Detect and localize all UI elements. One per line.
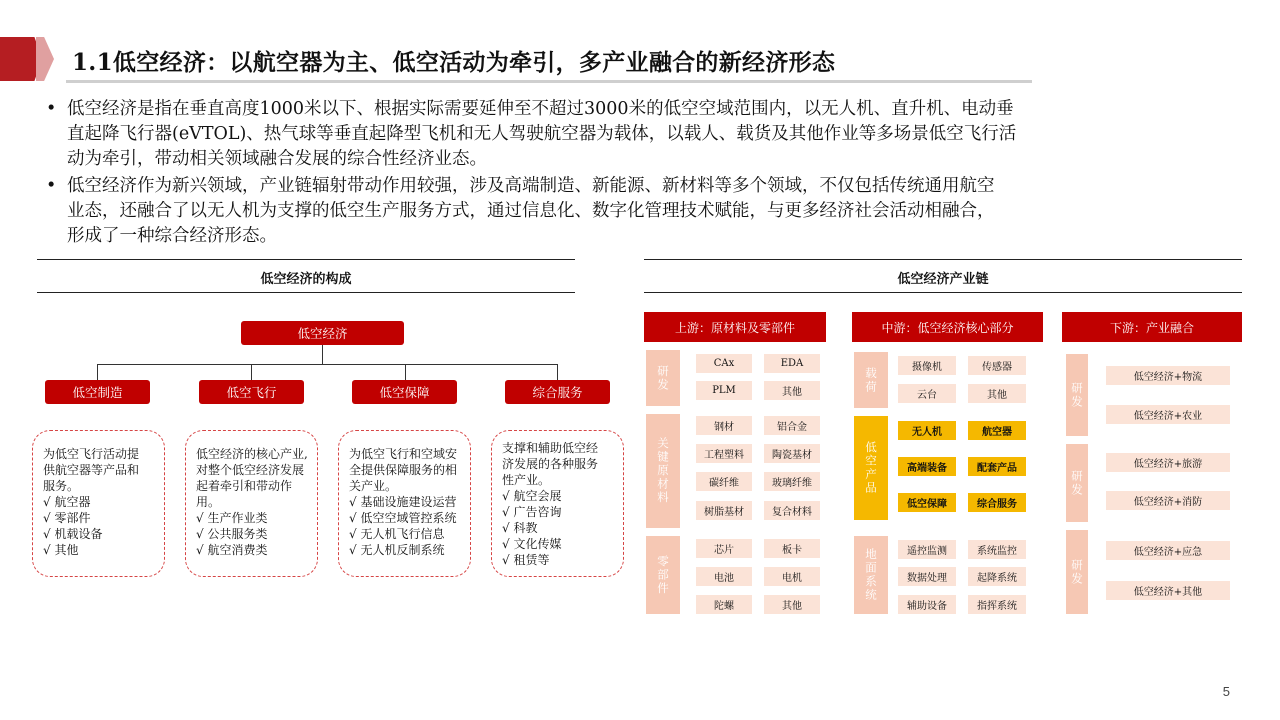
desc-line: 低空经济的核心产业, <box>196 447 308 461</box>
branch-node-manufacturing: 低空制造 <box>45 380 150 404</box>
group-label-materials <box>646 414 680 528</box>
chain-cell: 起降系统 <box>968 567 1026 586</box>
chain-cell: 数据处理 <box>898 567 956 586</box>
chain-cell: 其他 <box>968 384 1026 403</box>
list-item: √ 基础设施建设运营 <box>349 495 457 509</box>
list-item: √ 文化传媒 <box>502 537 562 551</box>
chain-cell: 低空经济+应急 <box>1106 541 1230 560</box>
chain-cell: 指挥系统 <box>968 595 1026 614</box>
bullet-paragraph-1 <box>46 97 1221 172</box>
chain-cell-highlight: 低空保障 <box>898 493 956 512</box>
list-item: √ 广告咨询 <box>502 505 562 519</box>
chain-cell: EDA <box>764 354 820 373</box>
chain-cell: 低空经济+物流 <box>1106 366 1230 385</box>
branch-node-services: 综合服务 <box>505 380 610 404</box>
right-panel-title: 低空经济产业链 <box>897 272 989 287</box>
connector-line <box>97 364 98 380</box>
group-label-rd <box>1066 530 1088 614</box>
group-label-products <box>854 416 888 520</box>
chain-cell: 低空经济+其他 <box>1106 581 1230 600</box>
title-underline <box>66 80 1032 83</box>
list-item: √ 无人机飞行信息 <box>349 527 445 541</box>
bullet-line: 低空经济作为新兴领域，产业链辐射带动作用较强，涉及高端制造、新能源、新材料等多个领域，不仅包括传统通用航空 <box>67 176 995 196</box>
group-label-text: 关键原材料 <box>656 437 670 505</box>
list-item: √ 租赁等 <box>502 553 550 567</box>
chain-cell: 低空经济+农业 <box>1106 405 1230 424</box>
desc-line: 关产业。 <box>349 479 398 493</box>
group-label-ground-system <box>854 536 888 614</box>
desc-line: 为低空飞行活动提 <box>43 447 140 461</box>
chain-cell: 板卡 <box>764 539 820 558</box>
chain-cell: 系统监控 <box>968 540 1026 559</box>
chain-cell: 其他 <box>764 381 820 400</box>
desc-line: 供航空器等产品和 <box>43 463 140 477</box>
chain-cell: 工程塑料 <box>696 444 752 463</box>
branch-desc-support <box>338 430 471 577</box>
chain-cell: 芯片 <box>696 539 752 558</box>
desc-line: 服务。 <box>43 479 80 493</box>
list-item: √ 航空消费类 <box>196 543 268 557</box>
chain-cell: 其他 <box>764 595 820 614</box>
bullet-paragraph-2 <box>46 174 1221 249</box>
bullet-line: 低空经济是指在垂直高度1000米以下、根据实际需要延伸至不超过3000米的低空空域范围内，以无人机、直升机、电动垂 <box>67 99 1014 119</box>
bullet-line: 业态，还融合了以无人机为支撑的低空生产服务方式，通过信息化、数字化管理技术赋能，与更多经济社会活动相融合， <box>67 201 995 221</box>
column-head-upstream: 上游：原材料及零部件 <box>644 312 826 342</box>
column-head-downstream: 下游：产业融合 <box>1062 312 1242 342</box>
group-label-text: 研发 <box>1070 469 1084 497</box>
bullet-dot: • <box>46 99 57 119</box>
chain-cell: 电机 <box>764 567 820 586</box>
group-label-rd <box>1066 444 1088 522</box>
group-label-rd <box>646 350 680 406</box>
page-title: 1.1低空经济：以航空器为主、低空活动为牵引，多产业融合的新经济形态 <box>72 49 836 76</box>
chain-cell: 碳纤维 <box>696 472 752 491</box>
chain-cell: 低空经济+消防 <box>1106 491 1230 510</box>
group-label-text: 零部件 <box>656 554 670 596</box>
connector-line <box>97 364 558 365</box>
list-item: √ 公共服务类 <box>196 527 268 541</box>
chain-cell: PLM <box>696 381 752 400</box>
desc-line: 全提供保障服务的相 <box>349 463 458 477</box>
connector-line <box>405 364 406 380</box>
desc-line: 对整个低空经济发展 <box>196 463 305 477</box>
connector-line <box>557 364 558 380</box>
desc-line: 支撑和辅助低空经 <box>502 441 599 455</box>
chain-cell-highlight: 高端装备 <box>898 457 956 476</box>
branch-desc-flight <box>185 430 318 577</box>
branch-node-flight: 低空飞行 <box>199 380 304 404</box>
group-label-text: 研发 <box>1070 381 1084 409</box>
column-head-midstream: 中游：低空经济核心部分 <box>852 312 1043 342</box>
composition-root-node: 低空经济 <box>241 321 404 345</box>
bullet-line: 形成了一种综合经济形态。 <box>67 226 277 246</box>
chain-cell: 摄像机 <box>898 356 956 375</box>
bullet-line: 直起降飞行器(eVTOL)、热气球等垂直起降型飞机和无人驾驶航空器为载体，以载人、载货及其他作业等多场景低空飞行活 <box>67 124 1017 144</box>
branch-desc-services <box>491 430 624 577</box>
chain-cell: 树脂基材 <box>696 501 752 520</box>
chain-cell: CAx <box>696 354 752 373</box>
group-label-text: 地面系统 <box>864 548 878 602</box>
group-label-text: 载荷 <box>864 366 878 394</box>
chain-cell-highlight: 配套产品 <box>968 457 1026 476</box>
group-label-text: 研发 <box>1070 558 1084 586</box>
connector-line <box>322 345 323 365</box>
chain-cell: 电池 <box>696 567 752 586</box>
chain-cell: 铝合金 <box>764 416 820 435</box>
group-label-text: 研发 <box>656 364 670 392</box>
list-item: √ 无人机反制系统 <box>349 543 445 557</box>
list-item: √ 零部件 <box>43 511 91 525</box>
bullet-line: 动为牵引，带动相关领域融合发展的综合性经济业态。 <box>67 149 487 169</box>
chain-cell-highlight: 航空器 <box>968 421 1026 440</box>
header-arrow-shadow <box>36 37 54 81</box>
header-arrow-decoration <box>0 37 42 81</box>
group-label-rd <box>1066 354 1088 436</box>
list-item: √ 其他 <box>43 543 79 557</box>
desc-line: 济发展的各种服务 <box>502 457 599 471</box>
chain-cell: 钢材 <box>696 416 752 435</box>
group-label-payload <box>854 352 888 408</box>
branch-node-support: 低空保障 <box>352 380 457 404</box>
connector-line <box>251 364 252 380</box>
chain-cell: 辅助设备 <box>898 595 956 614</box>
list-item: √ 航空器 <box>43 495 91 509</box>
group-label-text: 低空产品 <box>864 441 878 495</box>
chain-cell: 云台 <box>898 384 956 403</box>
group-label-components <box>646 536 680 614</box>
left-panel-bottom-rule <box>37 292 575 293</box>
right-panel-bottom-rule <box>644 292 1242 293</box>
desc-line: 性产业。 <box>502 473 551 487</box>
bullet-dot: • <box>46 176 57 196</box>
chain-cell: 复合材料 <box>764 501 820 520</box>
chain-cell: 低空经济+旅游 <box>1106 453 1230 472</box>
list-item: √ 低空空域管控系统 <box>349 511 457 525</box>
chain-cell: 传感器 <box>968 356 1026 375</box>
right-panel-top-rule <box>644 259 1242 260</box>
branch-desc-manufacturing <box>32 430 165 577</box>
list-item: √ 科教 <box>502 521 538 535</box>
list-item: √ 航空会展 <box>502 489 562 503</box>
left-panel-title: 低空经济的构成 <box>260 272 352 287</box>
desc-line: 为低空飞行和空域安 <box>349 447 458 461</box>
list-item: √ 机载设备 <box>43 527 103 541</box>
chain-cell: 玻璃纤维 <box>764 472 820 491</box>
chain-cell: 遥控监测 <box>898 540 956 559</box>
desc-line: 起着牵引和带动作用。 <box>196 479 293 509</box>
page-number: 5 <box>1222 684 1230 699</box>
list-item: √ 生产作业类 <box>196 511 268 525</box>
chain-cell: 陀螺 <box>696 595 752 614</box>
left-panel-top-rule <box>37 259 575 260</box>
chain-cell: 陶瓷基材 <box>764 444 820 463</box>
chain-cell-highlight: 综合服务 <box>968 493 1026 512</box>
chain-cell-highlight: 无人机 <box>898 421 956 440</box>
